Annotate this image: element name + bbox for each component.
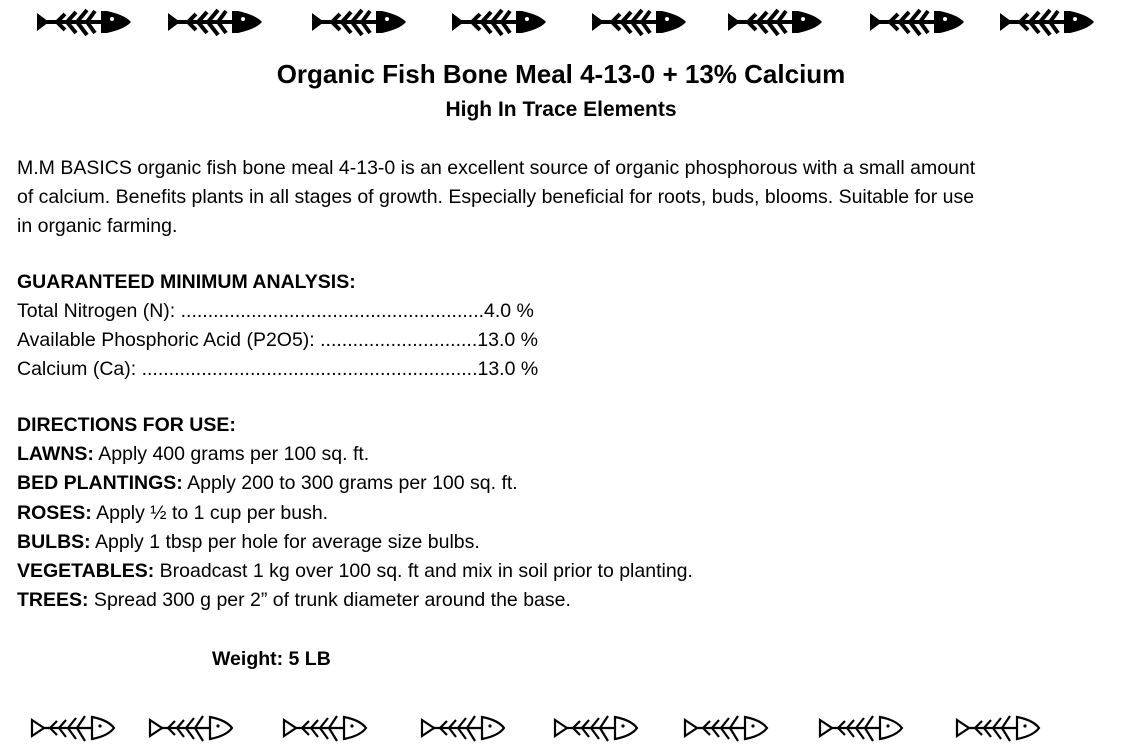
fish-skeleton-outline-icon — [553, 713, 639, 748]
fish-skeleton-filled-icon — [168, 7, 262, 42]
fish-skeleton-outline-icon — [420, 713, 506, 748]
direction-label: VEGETABLES: — [17, 560, 155, 582]
description-line: in organic farming. — [17, 215, 178, 237]
direction-text: Apply 400 grams per 100 sq. ft. — [93, 443, 370, 465]
direction-item — [17, 589, 571, 612]
direction-text: Apply 200 to 300 grams per 100 sq. ft. — [182, 472, 518, 494]
fish-skeleton-filled-icon — [312, 7, 406, 42]
direction-label: TREES: — [17, 589, 89, 611]
fish-skeleton-outline-icon — [683, 713, 769, 748]
fish-skeleton-filled-icon — [870, 7, 964, 42]
direction-item — [17, 472, 518, 495]
fish-skeleton-filled-icon — [1000, 7, 1094, 42]
direction-text: Spread 300 g per 2” of trunk diameter around the base. — [88, 589, 571, 611]
direction-text: Apply 1 tbsp per hole for average size bulbs. — [90, 531, 480, 553]
direction-label: LAWNS: — [17, 443, 94, 465]
fish-skeleton-outline-icon — [282, 713, 368, 748]
direction-item — [17, 443, 369, 466]
direction-text: Apply ½ to 1 cup per bush. — [91, 502, 329, 524]
fish-skeleton-outline-icon — [148, 713, 234, 748]
analysis-heading: GUARANTEED MINIMUM ANALYSIS: — [17, 271, 356, 293]
weight-label: Weight: 5 LB — [212, 648, 331, 670]
direction-item — [17, 502, 328, 525]
fish-skeleton-outline-icon — [30, 713, 116, 748]
direction-text: Broadcast 1 kg over 100 sq. ft and mix in soil prior to planting. — [154, 560, 693, 582]
fish-skeleton-outline-icon — [955, 713, 1041, 748]
page-title: Organic Fish Bone Meal 4-13-0 + 13% Calcium — [276, 59, 846, 89]
fish-skeleton-filled-icon — [728, 7, 822, 42]
analysis-row: Total Nitrogen (N): ........................................................4.0 % — [17, 300, 534, 322]
description-line: of calcium. Benefits plants in all stages of growth. Especially beneficial for roots, buds, blooms. Suitable for use — [17, 186, 975, 208]
direction-label: ROSES: — [17, 502, 92, 524]
direction-item — [17, 560, 693, 583]
fish-skeleton-filled-icon — [37, 7, 131, 42]
fish-skeleton-filled-icon — [592, 7, 686, 42]
fish-skeleton-outline-icon — [818, 713, 904, 748]
analysis-row: Available Phosphoric Acid (P2O5): .............................13.0 % — [17, 329, 538, 351]
direction-label: BULBS: — [17, 531, 91, 553]
description-line: M.M BASICS organic fish bone meal 4-13-0 is an excellent source of organic phosphorous with a small amount — [17, 157, 976, 179]
directions-heading: DIRECTIONS FOR USE: — [17, 414, 236, 436]
fish-skeleton-filled-icon — [452, 7, 546, 42]
page-subtitle: High In Trace Elements — [445, 98, 677, 121]
analysis-row: Calcium (Ca): ..............................................................13.0 % — [17, 358, 539, 380]
direction-label: BED PLANTINGS: — [17, 472, 183, 494]
direction-item — [17, 531, 480, 554]
